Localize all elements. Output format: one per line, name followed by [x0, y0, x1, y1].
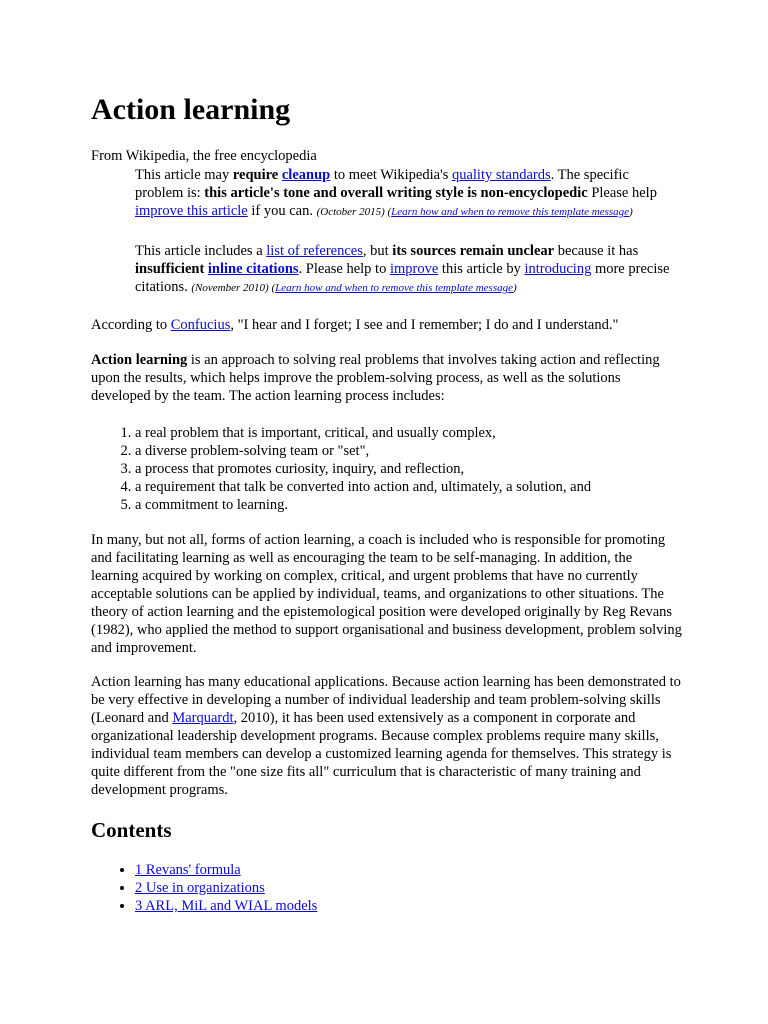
quote-text: According to [91, 317, 171, 333]
page-subtitle: From Wikipedia, the free encyclopedia [91, 148, 317, 164]
notice-date: (October 2015) [316, 206, 385, 218]
table-of-contents [91, 861, 317, 915]
notice-text: to meet Wikipedia's [330, 167, 452, 183]
notice-date: (November 2010) [191, 282, 269, 294]
notice-text: . The specific problem is: [135, 167, 629, 201]
notice-text: this article by [438, 261, 525, 277]
notice-text: because it has [554, 243, 639, 259]
list-item: 2. a diverse problem-solving team or "set", [135, 442, 695, 460]
notice-text: Please help [587, 185, 657, 201]
toc-item [135, 861, 317, 879]
intro-paragraph [91, 351, 683, 405]
introducing-link[interactable]: introducing [524, 261, 592, 277]
notice-text: if you can. [247, 203, 317, 219]
intro-term: Action learning [91, 352, 188, 368]
notice-sources-unclear: its sources remain unclear [392, 243, 555, 259]
notice-problem: this article's tone and overall writing style is non-encyclopedic [204, 185, 588, 201]
toc-item [135, 879, 317, 897]
notice-paren: ) [629, 206, 633, 218]
quote-text: , "I hear and I forget; I see and I remember; I do and I understand." [230, 317, 619, 333]
list-item: 3. a process that promotes curiosity, inquiry, and reflection, [135, 460, 695, 478]
remove-template-link[interactable]: Learn how and when to remove this template message [275, 282, 514, 294]
toc-item [135, 897, 317, 915]
list-item: 1. a real problem that is important, critical, and usually complex, [135, 424, 695, 442]
notice-text: . Please help to [298, 261, 390, 277]
confucius-link[interactable]: Confucius [170, 317, 231, 333]
page-title: Action learning [91, 93, 291, 126]
cleanup-notice [135, 166, 675, 221]
toc-link-arl-mil-wial[interactable]: 3 ARL, MiL and WIAL models [135, 898, 318, 914]
remove-template-link[interactable]: Learn how and when to remove this template message [391, 206, 630, 218]
improve-link[interactable]: improve [389, 261, 439, 277]
coach-text: In many, but not all, forms of action learning, a coach is included who is responsible for promoting and facilitating learning as well as encouraging the team to be self-managing. In addition, the learning acquired by working on complex, critical, and urgent problems that have no currently acceptable solutions can be applied by individual, teams, and organizations to other situations. The theory of action learning and the epistemological position were developed originally by Reg Revans (1982), who applied the method to support organisational and business development, problem solving and improvement. [91, 532, 682, 656]
process-list [91, 424, 695, 514]
citations-notice [135, 242, 675, 297]
cleanup-link[interactable]: cleanup [281, 167, 331, 183]
coach-paragraph [91, 531, 683, 657]
contents-heading: Contents [91, 818, 172, 842]
notice-text: This article includes a [135, 243, 267, 259]
notice-text: more precise citations. [135, 261, 670, 295]
notice-paren: ( [268, 282, 276, 294]
notice-insufficient: insufficient [135, 261, 205, 277]
edu-text: Action learning has many educational applications. Because action learning has been demonstrated to be very effective in developing a number of individual leadership and team problem-solving skills (Leonard and [91, 674, 681, 726]
edu-text: , 2010), it has been used extensively as a component in corporate and organizational leadership development programs. Because complex problems require many skills, individual team members can develop a customized learning agenda for themselves. This strategy is quite different from the "one size fits all" curriculum that is characteristic of many training and development programs. [91, 710, 672, 798]
confucius-quote [91, 316, 683, 334]
quality-standards-link[interactable]: quality standards [451, 167, 551, 183]
toc-link-use-in-organizations[interactable]: 2 Use in organizations [135, 880, 265, 896]
list-item: 5. a commitment to learning. [135, 496, 695, 514]
notice-paren: ) [513, 282, 517, 294]
notice-text: This article may [135, 167, 233, 183]
inline-citations-link[interactable]: inline citations [207, 261, 299, 277]
notice-paren: ( [384, 206, 392, 218]
notice-require: require [232, 167, 279, 183]
education-paragraph [91, 673, 683, 799]
toc-link-revans-formula[interactable]: 1 Revans' formula [135, 862, 241, 878]
notice-text: , but [362, 243, 393, 259]
intro-text: is an approach to solving real problems that involves taking action and reflecting upon the results, which helps improve the problem-solving process, as well as the solutions developed by the team. The action learning process includes: [91, 352, 660, 404]
list-item: 4. a requirement that talk be converted into action and, ultimately, a solution, and [135, 478, 695, 496]
marquardt-link[interactable]: Marquardt [172, 710, 234, 726]
improve-article-link[interactable]: improve this article [135, 203, 248, 219]
list-of-references-link[interactable]: list of references [266, 243, 363, 259]
